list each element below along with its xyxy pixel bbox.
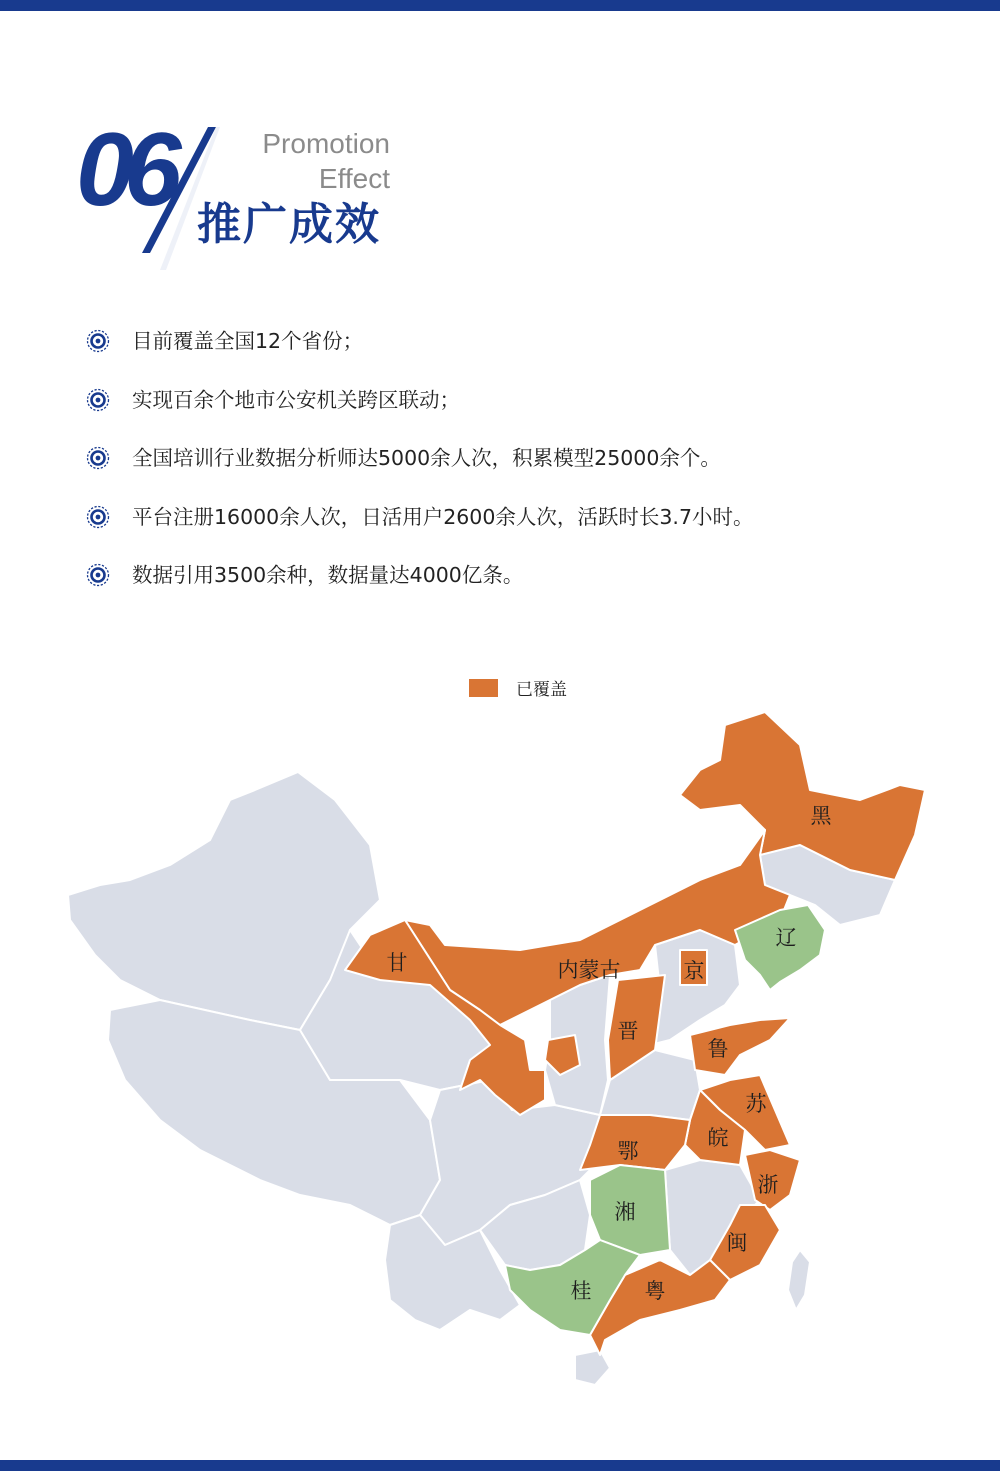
region-shandong bbox=[690, 1018, 790, 1075]
label-inner-mongolia: 内蒙古 bbox=[557, 958, 621, 982]
label-hubei: 鄂 bbox=[617, 1139, 639, 1163]
list-item bbox=[86, 379, 754, 438]
target-icon bbox=[86, 388, 110, 412]
section-number: 06 bbox=[76, 112, 172, 228]
label-hunan: 湘 bbox=[614, 1200, 636, 1224]
label-guangxi: 桂 bbox=[570, 1279, 592, 1303]
label-shandong: 鲁 bbox=[707, 1037, 729, 1061]
label-liaoning: 辽 bbox=[775, 926, 797, 950]
label-heilongjiang: 黑 bbox=[810, 804, 832, 828]
list-item bbox=[86, 554, 754, 613]
bottom-accent-bar bbox=[0, 1460, 1000, 1471]
region-hainan bbox=[575, 1350, 610, 1385]
list-item-text: 全国培训行业数据分析师达5000余人次，积累模型25000余个。 bbox=[132, 446, 721, 470]
target-icon bbox=[86, 505, 110, 529]
achievement-list bbox=[86, 320, 754, 613]
list-item-text: 数据引用3500余种，数据量达4000亿条。 bbox=[132, 563, 524, 587]
china-coverage-map bbox=[0, 700, 1000, 1400]
list-item-text: 目前覆盖全国12个省份； bbox=[132, 329, 364, 353]
subtitle-english-line2: Effect bbox=[318, 163, 390, 194]
label-guangdong: 粤 bbox=[644, 1279, 666, 1303]
target-icon bbox=[86, 446, 110, 470]
page-title: 推广成效 bbox=[197, 199, 381, 250]
list-item bbox=[86, 437, 754, 496]
legend-label: 已覆盖 bbox=[516, 680, 567, 700]
top-accent-bar bbox=[0, 0, 1000, 11]
label-zhejiang: 浙 bbox=[757, 1173, 779, 1197]
label-gansu: 甘 bbox=[386, 951, 408, 975]
list-item-text: 实现百余个地市公安机关跨区联动； bbox=[132, 387, 460, 412]
region-taiwan bbox=[788, 1250, 810, 1310]
label-anhui: 皖 bbox=[707, 1126, 729, 1150]
label-beijing: 京 bbox=[683, 959, 705, 983]
subtitle-english-line1: Promotion bbox=[262, 128, 390, 159]
list-item-text: 平台注册16000余人次，日活用户2600余人次，活跃时长3.7小时。 bbox=[132, 504, 754, 529]
label-shanxi: 晋 bbox=[617, 1019, 639, 1043]
label-fujian: 闽 bbox=[726, 1231, 748, 1255]
map-legend bbox=[469, 675, 567, 700]
list-item bbox=[86, 320, 754, 379]
label-jiangsu: 苏 bbox=[745, 1092, 767, 1116]
list-item bbox=[86, 496, 754, 555]
target-icon bbox=[86, 563, 110, 587]
target-icon bbox=[86, 329, 110, 353]
legend-swatch-covered bbox=[469, 679, 498, 697]
